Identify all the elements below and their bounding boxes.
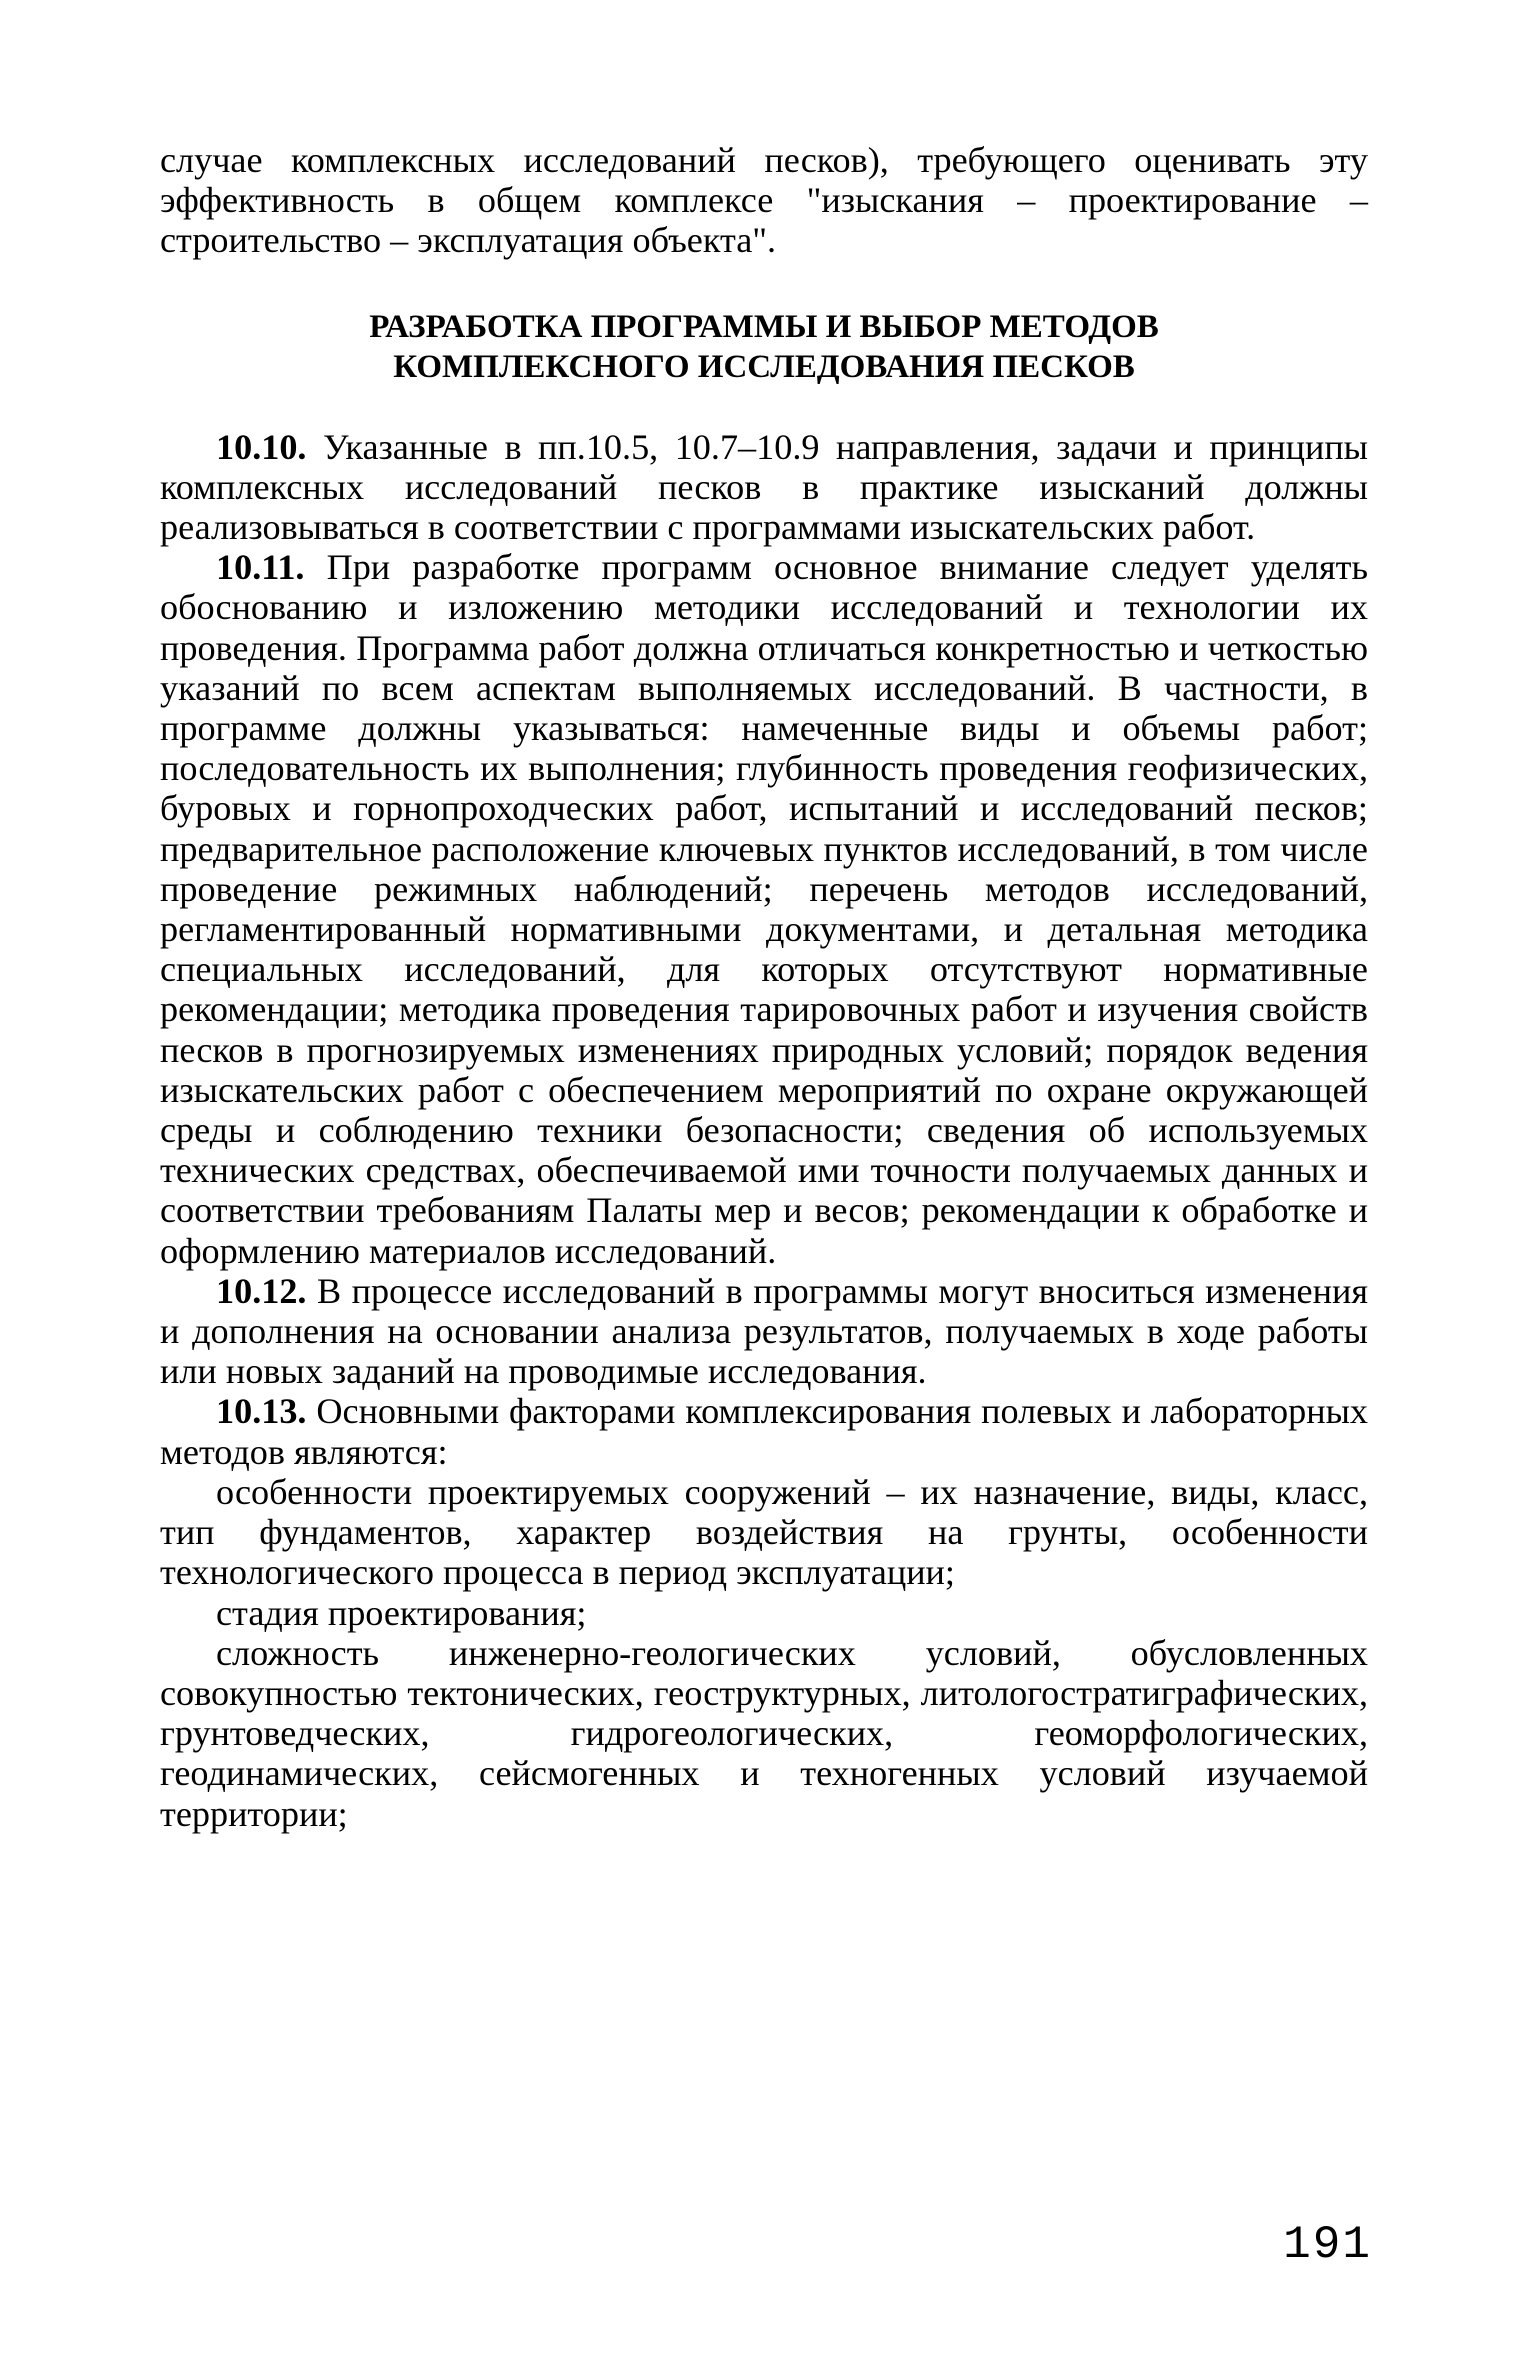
clause-10-11 xyxy=(160,547,1368,1271)
clause-text: В процессе исследований в программы могут вноситься изменения и дополнения на основании анализа результатов, получаемых в ходе работы или новых заданий на проводимые исследования. xyxy=(160,1270,1368,1392)
section-heading-line-2: КОМПЛЕКСНОГО ИССЛЕДОВАНИЯ ПЕСКОВ xyxy=(393,348,1135,385)
clause-number: 10.12. xyxy=(216,1270,307,1311)
factor-item: стадия проектирования; xyxy=(216,1592,587,1633)
page-body xyxy=(160,140,1368,1834)
section-heading xyxy=(160,307,1368,387)
page-number: 191 xyxy=(1283,2219,1372,2271)
clause-text: Основными факторами комплексирования полевых и лабораторных методов являются: xyxy=(160,1391,1369,1472)
factor-item: сложность инженерно-геологических условий, обусловленных совокупностью тектонических, геоструктурных, литологостратиграфических, грунтоведческих, гидрогеологических, геоморфологических, геодинамических, сейсмогенных и техногенных условий изучаемой территории; xyxy=(160,1632,1368,1834)
clause-10-10 xyxy=(160,427,1368,548)
clause-text: Указанные в пп.10.5, 10.7–10.9 направления, задачи и принципы комплексных исследований песков в практике изысканий должны реализовываться в соответствии с программами изыскательских работ. xyxy=(160,426,1368,548)
clause-number: 10.13. xyxy=(216,1391,307,1432)
section-heading-line-1: РАЗРАБОТКА ПРОГРАММЫ И ВЫБОР МЕТОДОВ xyxy=(369,308,1159,345)
clause-text: При разработке программ основное внимание следует уделять обоснованию и изложению методики исследований и технологии их проведения. Программа работ должна отличаться конкретностью и четкостью указаний по всем аспектам выполняемых исследований. В частности, в программе должны указываться: намеченные виды и объемы работ; последовательность их выполнения; глубинность проведения геофизических, буровых и горнопроходческих работ, испытаний и исследований песков; предварительное расположение ключевых пунктов исследований, в том числе проведение режимных наблюдений; перечень методов исследований, регламентированный нормативными документами, и детальная методика специальных исследований, для которых отсутствуют нормативные рекомендации; методика проведения тарировочных работ и изучения свойств песков в прогнозируемых изменениях природных условий; порядок ведения изыскательских работ с обеспечением мероприятий по охране окружающей среды и соблюдению техники безопасности; сведения об используемых технических средствах, обеспечиваемой ими точности получаемых данных и соответствии требованиям Палаты мер и весов; рекомендации к обработке и оформлению материалов исследований. xyxy=(160,547,1369,1271)
factor-item: особенности проектируемых сооружений – их назначение, виды, класс, тип фундаментов, характер воздействия на грунты, особенности технологического процесса в период эксплуатации; xyxy=(160,1471,1368,1593)
clause-number: 10.11. xyxy=(216,547,305,588)
clause-10-12 xyxy=(160,1271,1368,1392)
continuation-paragraph: случае комплексных исследований песков), требующего оценивать эту эффективность в общем комплексе "изыскания – проектирование – строительство – эксплуатация объекта". xyxy=(160,140,1368,261)
clause-number: 10.10. xyxy=(216,426,307,467)
clause-10-13 xyxy=(160,1391,1368,1471)
